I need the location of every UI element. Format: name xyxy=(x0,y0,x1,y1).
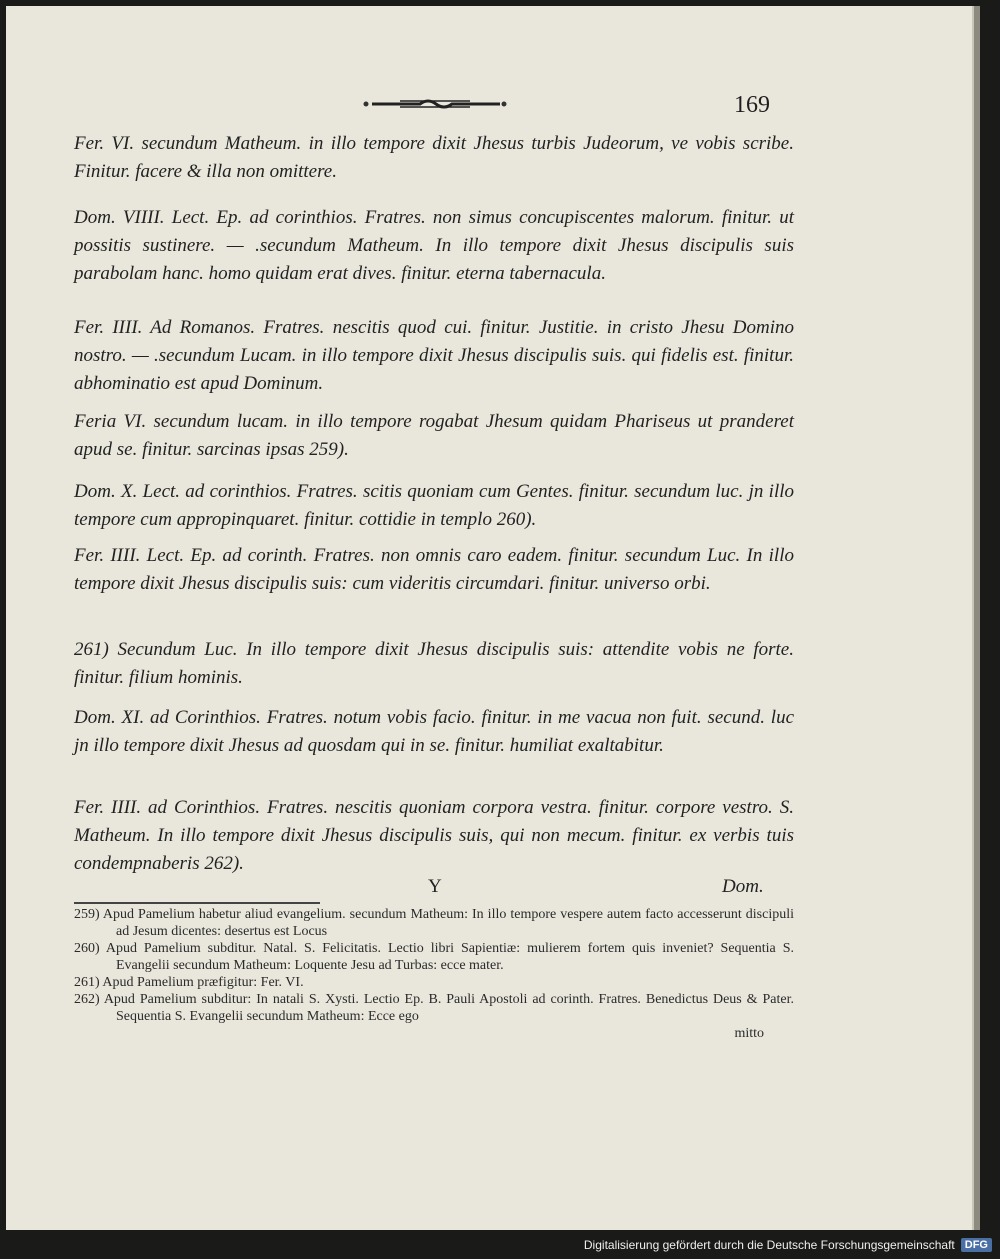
paragraph-7: 261) Secundum Luc. In illo tempore dixit Jhesus discipulis suis: attendite vobis ne forte. finitur. filium hominis. xyxy=(74,639,794,688)
footnote-259: 259) Apud Pamelium habetur aliud evangelium. secundum Matheum: In illo tempore vespere autem facto accesserunt discipuli ad Jesum dicentes: desertus est Locus xyxy=(74,907,794,939)
credit-text: Digitalisierung gefördert durch die Deutsche Forschungsgemeinschaft xyxy=(583,1238,955,1252)
page-edge xyxy=(974,6,980,1230)
footnote-catchword: mitto xyxy=(734,1026,764,1041)
paragraph-6: Fer. IIII. Lect. Ep. ad corinth. Fratres. non omnis caro eadem. finitur. secundum Luc. In illo tempore dixit Jhesus discipulis suis: cum videritis circumdari. finitur. universo orbi. xyxy=(74,545,794,594)
paragraph-9: Fer. IIII. ad Corinthios. Fratres. nescitis quoniam corpora vestra. finitur. corpore vestro. S. Matheum. In illo tempore dixit Jhesus discipulis suis, qui non mecum. finitur. ex verbis tuis condempnaberis 262). xyxy=(74,797,794,874)
book-page xyxy=(6,6,974,1230)
footnote-rule xyxy=(74,902,320,904)
dfg-logo: DFG xyxy=(961,1238,992,1252)
page-number: 169 xyxy=(734,92,770,118)
catchword: Dom. xyxy=(722,876,764,897)
digitization-credit xyxy=(584,1238,992,1252)
paragraph-1: Fer. VI. secundum Matheum. in illo tempore dixit Jhesus turbis Judeorum, ve vobis scribe. Finitur. facere & illa non omittere. xyxy=(74,133,794,182)
footnote-260: 260) Apud Pamelium subditur. Natal. S. Felicitatis. Lectio libri Sapientiæ: mulierem fortem quis inveniet? Sequentia S. Evangelii secundum Matheum: Loquente Jesu ad Turbas: ecce mater. xyxy=(74,941,794,973)
footnote-261: 261) Apud Pamelium præfigitur: Fer. VI. xyxy=(74,975,304,990)
paragraph-8: Dom. XI. ad Corinthios. Fratres. notum vobis facio. finitur. in me vacua non fuit. secund. luc jn illo tempore dixit Jhesus ad quosdam qui in se. finitur. humiliat exaltabitur. xyxy=(74,707,794,756)
paragraph-4: Feria VI. secundum lucam. in illo tempore rogabat Jhesum quidam Phariseus ut pranderet apud se. finitur. sarcinas ipsas 259). xyxy=(74,411,794,460)
footnotes xyxy=(74,906,794,1042)
footnote-262: 262) Apud Pamelium subditur: In natali S. Xysti. Lectio Ep. B. Pauli Apostoli ad corinth. Fratres. Benedictus Deus & Pater. Sequentia S. Evangelii secundum Matheum: Ecce ego xyxy=(74,992,794,1024)
paragraph-3: Fer. IIII. Ad Romanos. Fratres. nescitis quod cui. finitur. Justitie. in cristo Jhesu Domino nostro. — .secundum Lucam. in illo tempore dixit Jhesus discipulis suis. qui fidelis est. finitur. abhominatio est apud Dominum. xyxy=(74,317,794,394)
header-ornament-icon xyxy=(360,96,510,112)
signature-mark: Y xyxy=(428,876,442,897)
paragraph-2: Dom. VIIII. Lect. Ep. ad corinthios. Fratres. non simus concupiscentes malorum. finitur. ut possitis sustinere. — .secundum Matheum. In illo tempore dixit Jhesus discipulis suis parabolam hanc. homo quidam erat dives. finitur. eterna tabernacula. xyxy=(74,207,794,284)
paragraph-5: Dom. X. Lect. ad corinthios. Fratres. scitis quoniam cum Gentes. finitur. secundum luc. jn illo tempore cum appropinquaret. finitur. cottidie in templo 260). xyxy=(74,481,794,530)
